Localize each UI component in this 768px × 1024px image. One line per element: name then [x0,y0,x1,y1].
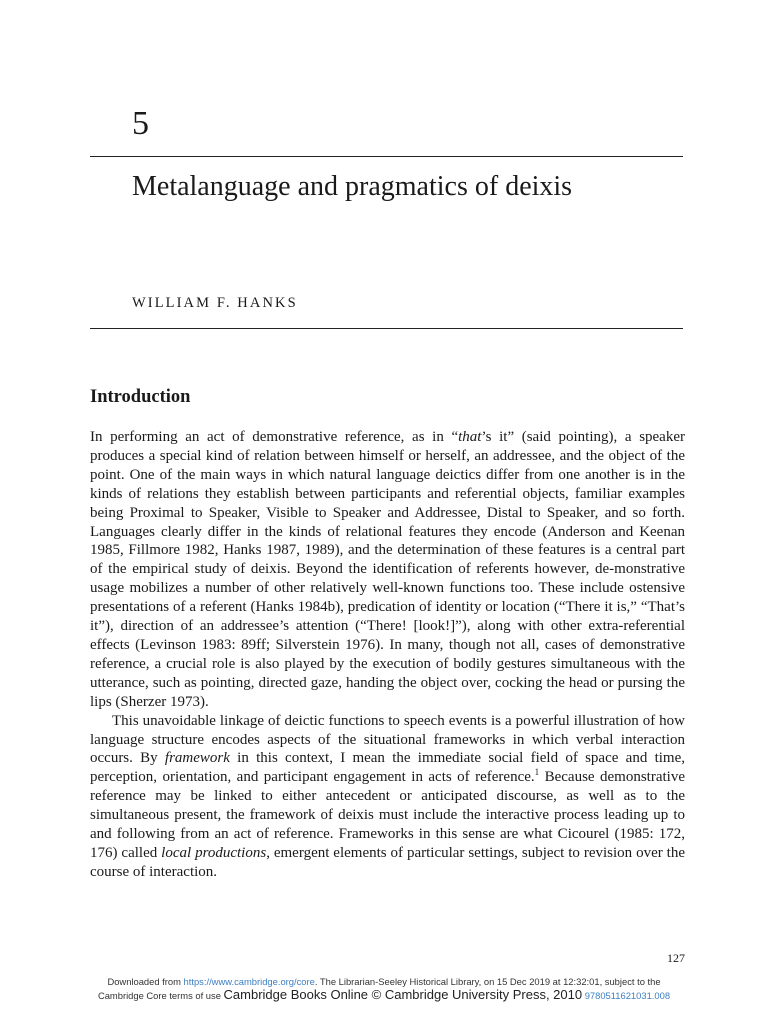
paragraph-text: In performing an act of demonstrative reference, as in “ [90,429,459,445]
footer-text: . The Librarian-Seeley Historical Library, on 15 Dec 2019 at 12:32:01, subject to the [314,976,661,987]
italic-term: framework [164,750,230,767]
footer-doi-link[interactable]: 9780511621031.008 [584,990,671,1001]
title-top-rule [90,156,683,157]
footer-brand: Cambridge Books Online © Cambridge University Press, 2010 [223,987,583,1002]
title-bottom-rule [90,328,683,329]
chapter-author: WILLIAM F. HANKS [132,295,298,311]
paragraph [90,428,685,712]
paragraph-text: This unavoidable linkage of deictic functions to speech events is a powerful illustration of how language structure encodes aspects of the situational frameworks in which verbal interaction occurs. By [90,712,685,767]
italic-term: local productions [161,844,267,861]
page-number: 127 [667,951,685,965]
paragraph-text: Because demonstrative reference may be linked to either antecedent or anticipated discourse, as well as to the simultaneous present, the framework of deixis must include the interactive process leading up to and following from an act of reference. Frameworks in this sense are what Cicourel (1985: 172, 176) called [90,769,685,861]
footer-text: Downloaded from [107,976,184,987]
chapter-number: 5 [132,105,149,142]
footer-line-2 [30,988,738,1002]
paragraph-text: , emergent elements of particular settings, subject to revision over the course of interaction. [90,844,685,880]
footer-core-link[interactable]: https://www.cambridge.org/core [183,976,315,987]
italic-term: that [458,429,482,445]
footer-terms-link[interactable]: Cambridge Core terms of use [97,990,221,1001]
paragraph-text: in this context, I mean the immediate social field of space and time, perception, orientation, and participant engagement in acts of reference. [90,750,685,786]
paragraph-text: ’s it” (said pointing), a speaker produces a special kind of relation between himself or herself, an addressee, and the object of the point. One of the main ways in which natural language deictics differ from one another is in the kinds of relations they establish between participants and referential objects, familiar examples being Proximal to Speaker, Visible to Speaker and Addressee, Distal to Speaker, and so forth. Languages clearly differ in the kinds of relational features they encode (Anderson and Keenan 1985, Fillmore 1982, Hanks 1987, 1989), and the determination of these features is a central part of the empirical study of deixis. Beyond the identification of referents however, de-monstrative usage mobilizes a number of other relatively well-known functions too. These include ostensive presentations of a referent (Hanks 1984b), predication of identity or location (“There it is,” “That’s it”), direction of an addressee’s attention (“There! [look!]”), along with other extra-referential effects (Levinson 1983: 89ff; Silverstein 1976). In many, though not all, cases of demonstrative reference, a crucial role is also played by the execution of bodily gestures simultaneous with the utterance, such as pointing, directed gaze, handing the object over, cocking the head or pursing the lips (Sherzer 1973). [90,429,685,710]
section-heading: Introduction [90,387,191,407]
body-text [90,428,685,882]
paragraph [90,712,685,882]
chapter-title: Metalanguage and pragmatics of deixis [132,171,573,202]
download-footer [30,975,738,1002]
footnote-marker[interactable]: 1 [534,767,540,778]
